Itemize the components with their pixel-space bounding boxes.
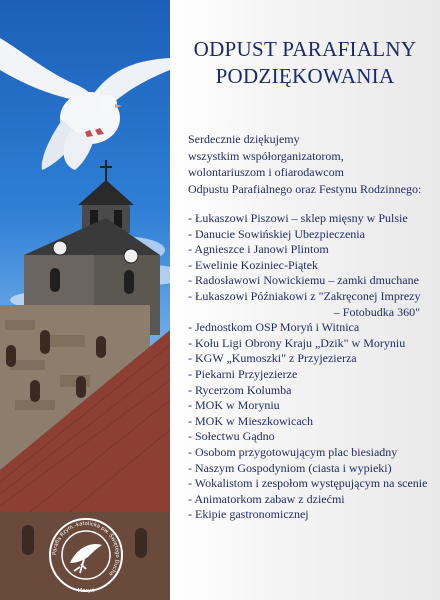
intro-line: Odpustu Parafialnego oraz Festynu Rodzinnego: (188, 181, 422, 196)
seal-town: Moryń (77, 588, 95, 594)
list-item: - Jednostkom OSP Moryń i Witnica (188, 320, 360, 335)
spire-roof (78, 180, 134, 205)
list-item: - Sołectwu Gądno (188, 429, 275, 444)
list-item: - Animatorkom zabaw z dziećmi (188, 491, 345, 506)
list-item: - Ewelinie Koziniec-Piątek (188, 257, 318, 272)
list-item: - MOK w Mieszkowicach (188, 413, 313, 428)
page-subtitle: PODZIĘKOWANIA (215, 64, 395, 88)
list-item: - Wokalistom i zespołom występującym na scenie (188, 476, 428, 491)
list-item: - Łukaszowi Piszowi – sklep mięsny w Pulsie (188, 211, 408, 225)
list-item: - Piekarni Przyjezierze (188, 366, 298, 381)
list-item: - Kołu Ligi Obrony Kraju „Dzik" w Moryniu (188, 335, 406, 350)
church-photo (0, 0, 170, 600)
clock-icon (124, 249, 138, 263)
seal-ring-text: Parafia Rzym.-katolicka pw. Świętego Ducha (51, 520, 121, 577)
intro-paragraph (188, 131, 438, 197)
list-item-continuation: – Fotobudka 360" (333, 304, 420, 319)
list-item: - KGW „Kumoszki" z Przyjezierza (188, 351, 357, 366)
intro-line: wszystkim współorganizatorom, (188, 148, 344, 163)
list-item: - Łukaszowi Późniakowi z "Zakręconej Imprezy (188, 288, 421, 303)
list-item: - Ekipie gastronomicznej (188, 507, 309, 522)
clock-icon (53, 241, 67, 255)
dove-image (0, 38, 170, 170)
thanks-list (188, 211, 438, 523)
list-item: - Osobom przygotowującym plac biesiadny (188, 444, 398, 459)
cross-icon (100, 160, 112, 182)
list-item: - MOK w Moryniu (188, 398, 280, 413)
list-item: - Danucie Sowińskiej Ubezpieczenia (188, 226, 365, 241)
list-item: - Agnieszce i Janowi Plintom (188, 242, 329, 257)
parish-seal (46, 515, 126, 595)
list-item: - Naszym Gospodyniom (ciasta i wypieki) (188, 460, 392, 475)
intro-line: Serdecznie dziękujemy (188, 132, 300, 146)
list-item: - Rycerzom Kolumba (188, 382, 292, 397)
list-item: - Radosławowi Nowickiemu – zamki dmuchane (188, 273, 419, 288)
page-title: ODPUST PARAFIALNY (193, 37, 417, 61)
intro-line: wolontariuszom i ofiarodawcom (188, 165, 344, 179)
